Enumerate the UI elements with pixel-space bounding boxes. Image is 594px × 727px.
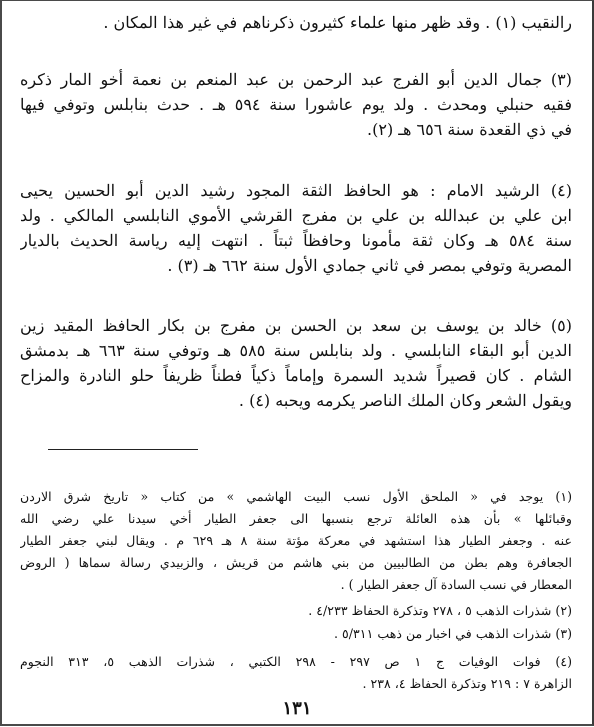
footnote-line: الزاهرة ٧ : ٢١٩ وتذكرة الحفاظ ٤، ٢٣٨ . <box>362 676 572 691</box>
text-line: الدين أبو البقاء النابلسي . ولد بنابلس سنة ٥٨٥ هـ وتوفي سنة ٦٦٣ هـ بدمشق <box>20 341 572 360</box>
text-line: سنة ٥٨٤ هـ وكان ثقة مأمونا وحافظاً ثبتاً . انتهت إليه رياسة الحديث بالديار <box>20 231 572 250</box>
text-line: ابن علي بن عبدالله بن علي بن مفرج القرشي الأموي النابلسي المالكي . ولد <box>20 206 572 225</box>
footnote-line: (٢) شذرات الذهب ٥ ، ٢٧٨ وتذكرة الحفاظ ٤/٢٣٣ . <box>308 603 572 618</box>
footnote-line: المعطار في نسب السادة آل جعفر الطيار ) . <box>340 577 572 592</box>
text-line: الشام . كان قصيراً شديد السمرة وإماماً ذكياً فطناً ظريفاً حلو النادرة والمزاح <box>20 366 572 385</box>
text-line: (٥) خالد بن يوسف بن سعد بن الحسن بن مفرج بن بكار الحافظ المقيد زين <box>20 316 572 335</box>
footnote-2 <box>20 600 572 622</box>
page-number: ١٣١ <box>282 698 312 719</box>
entry-4 <box>20 178 572 278</box>
text-line: فقيه حنبلي ومحدث . ولد يوم عاشورا سنة ٥٩٤ هـ . حدث بنابلس وتوفي فيها <box>20 95 572 114</box>
footnote-line: (٣) شذرات الذهب في اخبار من ذهب ٥/٣١١ . <box>334 626 572 641</box>
book-page <box>20 10 572 727</box>
footnote-4 <box>20 651 572 695</box>
footnote-line: (١) يوجد في « الملحق الأول نسب البيت الهاشمي » من كتاب « تاريخ شرق الاردن <box>20 489 572 504</box>
footnote-line: وقبائلها » بأن هذه العائلة ترجع بنسبها الى جعفر الطيار أخي سيدنا علي رضي الله <box>20 511 572 526</box>
footnote-line: (٤) فوات الوفيات ج ١ ص ٢٩٧ - ٢٩٨ الكتبي ، شذرات الذهب ٥، ٣١٣ النجوم <box>20 654 572 669</box>
footnote-separator <box>48 449 198 450</box>
intro-paragraph <box>20 10 572 35</box>
text-line: (٣) جمال الدين أبو الفرج عبد الرحمن بن عبد المنعم بن نعمة أخو المار ذكره <box>20 70 572 89</box>
text-line: ويقول الشعر وكان الملك الناصر يكرمه ويحبه (٤) . <box>238 391 572 410</box>
footnote-1 <box>20 486 572 596</box>
text-line: في ذي القعدة سنة ٦٥٦ هـ (٢). <box>367 120 572 139</box>
entry-3 <box>20 67 572 142</box>
footnote-line: الجعافرة وهم بطن من الطالبيين من بني هاشم من قريش ، والزبيدي رسالة سماها ( الروض <box>20 555 572 570</box>
text-line: (٤) الرشيد الامام : هو الحافظ الثقة المجود رشيد الدين أبو الحسين يحيى <box>20 181 572 200</box>
text-line: رالنقيب (١) . وقد ظهر منها علماء كثيرون ذكرناهم في غير هذا المكان . <box>103 13 572 32</box>
footnote-3 <box>20 623 572 645</box>
text-line: المصرية وتوفي بمصر في ثاني جمادي الأول سنة ٦٦٢ هـ (٣) . <box>167 256 572 275</box>
footnote-line: عنه . وجعفر الطيار هذا استشهد في معركة مؤتة سنة ٨ هـ ٦٢٩ م . ويقال لبني جعفر الطيار <box>20 533 572 548</box>
entry-5 <box>20 313 572 413</box>
